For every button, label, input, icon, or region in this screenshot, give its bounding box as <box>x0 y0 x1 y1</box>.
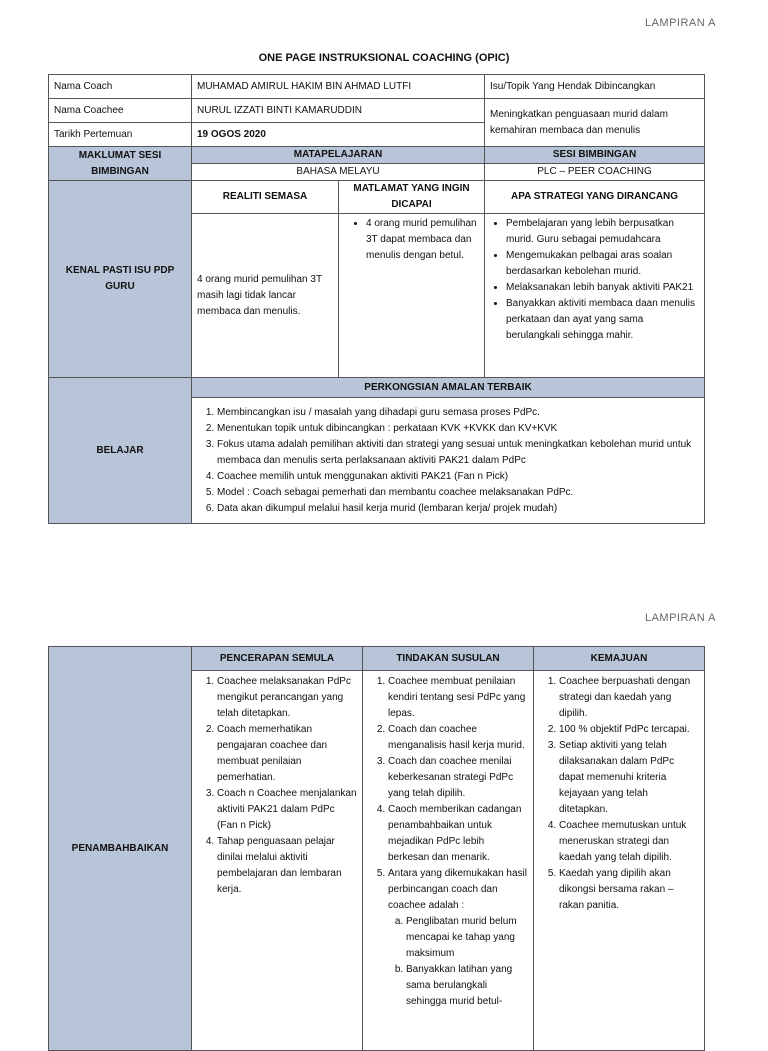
list-item: 2. Coach memerhatikan pengajaran coachee dan membuat penilaian pemerhatian. <box>217 722 357 786</box>
isu-value: Meningkatkan penguasaan murid dalam kemahiran membaca dan menulis <box>485 99 705 147</box>
perkongsian-list <box>197 405 699 517</box>
list-item: • Banyakkan aktiviti membaca daan menulis perkataan dan ayat yang sama berulangkali sehingga mahir. <box>506 296 699 344</box>
list-item: • Mengemukakan pelbagai aras soalan berdasarkan kebolehan murid. <box>506 248 699 280</box>
list-item: 3. Coach n Coachee menjalankan aktiviti PAK21 dalam PdPc (Fan n Pick) <box>217 786 357 834</box>
list-item: 4. Caoch memberikan cadangan penambahbaikan untuk mejadikan PdPc lebih berkesan dan menarik. <box>388 802 528 866</box>
maklumat-label: MAKLUMAT SESI BIMBINGAN <box>49 147 192 181</box>
list-item: • Pembelajaran yang lebih berpusatkan murid. Guru sebagai pemudahcara <box>506 216 699 248</box>
list-item: 1. Coachee melaksanakan PdPc mengikut perancangan yang telah ditetapkan. <box>217 674 357 722</box>
list-item: 1. Coachee membuat penilaian kendiri tentang sesi PdPc yang lepas. <box>388 674 528 722</box>
tarikh-label: Tarikh Pertemuan <box>49 123 192 147</box>
isu-label: Isu/Topik Yang Hendak Dibincangkan <box>485 75 705 99</box>
list-item: 4. Coachee memilih untuk menggunakan aktiviti PAK21 (Fan n Pick) <box>217 469 699 485</box>
list-item: 4. Coachee memutuskan untuk meneruskan strategi dan kaedah yang telah dipilih. <box>559 818 699 866</box>
kenal-pasti-label: KENAL PASTI ISU PDP GURU <box>49 181 192 378</box>
nama-coachee-label: Nama Coachee <box>49 99 192 123</box>
pencerapan-cell <box>192 671 363 1051</box>
pencerapan-list <box>197 674 357 898</box>
kemajuan-list <box>539 674 699 914</box>
matapelajaran-value: BAHASA MELAYU <box>192 164 485 181</box>
list-item: 2. Menentukan topik untuk dibincangkan : perkataan KVK +KVKK dan KV+KVK <box>217 421 699 437</box>
kemajuan-cell <box>534 671 705 1051</box>
penambahbaikan-label: PENAMBAHBAIKAN <box>49 647 192 1051</box>
list-item: 3. Coach dan coachee menilai keberkesanan strategi PdPc yang telah dipilih. <box>388 754 528 802</box>
sub-list-item: b. Banyakkan latihan yang sama berulangkali sehingga murid betul- <box>406 962 528 1010</box>
list-item: 2. Coach dan coachee menganalisis hasil kerja murid. <box>388 722 528 754</box>
list-item: 5. Model : Coach sebagai pemerhati dan membantu coachee melaksanakan PdPc. <box>217 485 699 501</box>
list-item <box>388 866 528 1010</box>
document-title: ONE PAGE INSTRUKSIONAL COACHING (OPIC) <box>258 52 510 64</box>
nama-coachee-value: NURUL IZZATI BINTI KAMARUDDIN <box>192 99 485 123</box>
opic-table <box>48 74 705 524</box>
tindakan-list <box>368 674 528 1010</box>
realiti-semasa-text: 4 orang murid pemulihan 3T masih lagi tidak lancar membaca dan menulis. <box>192 214 339 378</box>
list-item: 5. Kaedah yang dipilih akan dikongsi bersama rakan – rakan panitia. <box>559 866 699 914</box>
tindakan-sub-list <box>388 914 528 1010</box>
list-item: 3. Fokus utama adalah pemilihan aktiviti dan strategi yang sesuai untuk meningkatkan kebolehan murid untuk membaca dan menulis serta perlaksanaan aktiviti PAK21 dalam PdPc <box>217 437 699 469</box>
perkongsian-cell <box>192 398 705 524</box>
matlamat-label: MATLAMAT YANG INGIN DICAPAI <box>339 181 485 214</box>
strategi-list <box>490 216 699 344</box>
matlamat-list <box>344 216 479 264</box>
nama-coach-value: MUHAMAD AMIRUL HAKIM BIN AHMAD LUTFI <box>192 75 485 99</box>
list-item: • 4 orang murid pemulihan 3T dapat membaca dan menulis dengan betul. <box>366 216 479 264</box>
list-item: 1. Coachee berpuashati dengan strategi dan kaedah yang dipilih. <box>559 674 699 722</box>
perkongsian-label: PERKONGSIAN AMALAN TERBAIK <box>192 378 705 398</box>
matapelajaran-label: MATAPELAJARAN <box>192 147 485 164</box>
lampiran-label-page2: LAMPIRAN A <box>644 612 716 624</box>
realiti-semasa-label: REALITI SEMASA <box>192 181 339 214</box>
belajar-label: BELAJAR <box>49 378 192 524</box>
sesi-bimbingan-value: PLC – PEER COACHING <box>485 164 705 181</box>
list-item-text: Antara yang dikemukakan hasil perbincangan coach dan coachee adalah : <box>388 868 527 911</box>
tindakan-label: TINDAKAN SUSULAN <box>363 647 534 671</box>
tarikh-value: 19 OGOS 2020 <box>192 123 485 147</box>
list-item: 6. Data akan dikumpul melalui hasil kerja murid (lembaran kerja/ projek mudah) <box>217 501 699 517</box>
kemajuan-label: KEMAJUAN <box>534 647 705 671</box>
list-item: • Melaksanakan lebih banyak aktiviti PAK21 <box>506 280 699 296</box>
penambahbaikan-table <box>48 646 705 1051</box>
matlamat-cell <box>339 214 485 378</box>
pencerapan-label: PENCERAPAN SEMULA <box>192 647 363 671</box>
sesi-bimbingan-label: SESI BIMBINGAN <box>485 147 705 164</box>
list-item: 2. 100 % objektif PdPc tercapai. <box>559 722 699 738</box>
list-item: 1. Membincangkan isu / masalah yang dihadapi guru semasa proses PdPc. <box>217 405 699 421</box>
sub-list-item: a. Penglibatan murid belum mencapai ke tahap yang maksimum <box>406 914 528 962</box>
tindakan-cell <box>363 671 534 1051</box>
nama-coach-label: Nama Coach <box>49 75 192 99</box>
list-item: 4. Tahap penguasaan pelajar dinilai melalui aktiviti pembelajaran dan lembaran kerja. <box>217 834 357 898</box>
strategi-label: APA STRATEGI YANG DIRANCANG <box>485 181 705 214</box>
lampiran-label: LAMPIRAN A <box>644 17 716 29</box>
list-item: 3. Setiap aktiviti yang telah dilaksanakan dalam PdPc dapat memenuhi kriteria kejayaan yang telah ditetapkan. <box>559 738 699 818</box>
strategi-cell <box>485 214 705 378</box>
